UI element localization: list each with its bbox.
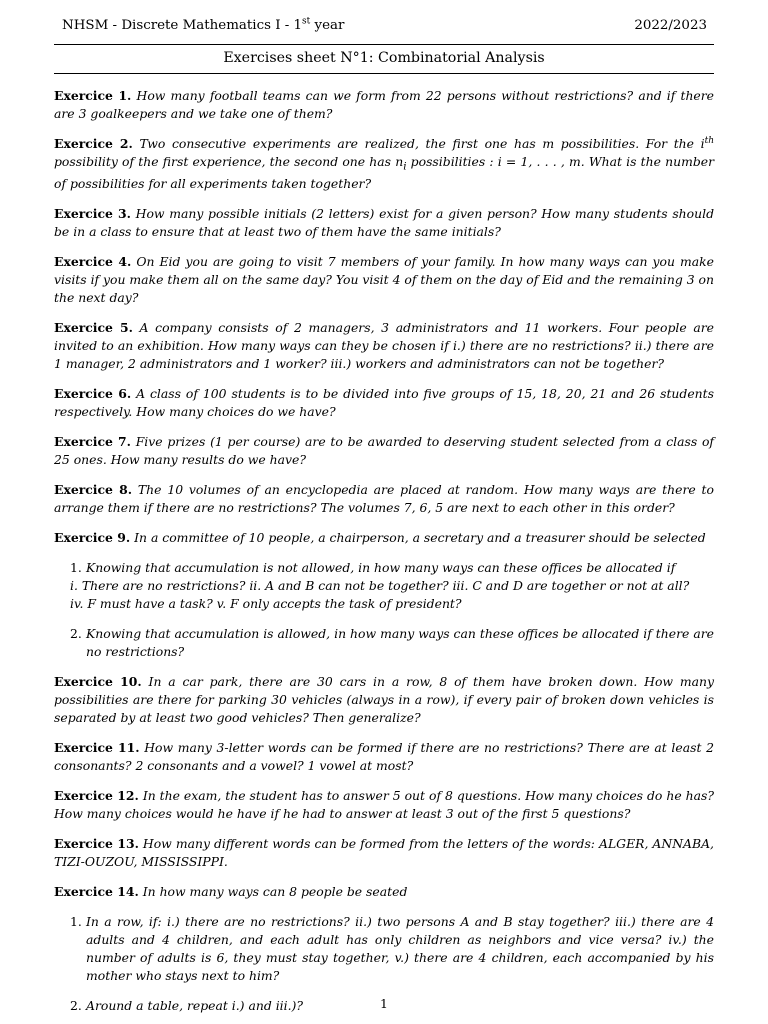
sheet-title: Exercises sheet N°1: Combinatorial Analysis bbox=[223, 50, 545, 66]
exercise-13: Exercice 13. How many different words can be formed from the letters of the words: ALGER, ANNABA, TIZI-OUZOU, MISSISSIPPI. bbox=[54, 836, 714, 870]
exercise-2: Exercice 2. Two consecutive experiments are realized, the first one has m possibilities. For the $i^{th}$ possibility of the first experience, the second one has $n_i$ possibilities : i = 1, . . . , m. What is the number of possibilities for all experiments taken together? bbox=[54, 135, 715, 192]
exercise-9-item-2: 2. Knowing that accumulation is allowed, in how many ways can these offices be allocated if there are no restrictions? bbox=[70, 626, 714, 660]
exercise-1: Exercice 1. How many football teams can we form from 22 persons without restrictions? and if there are 3 goalkeepers and we take one of them? bbox=[54, 88, 715, 121]
header-rule bbox=[54, 44, 714, 45]
exercise-8: Exercice 8. The 10 volumes of an encyclopedia are placed at random. How many ways are there to arrange them if there are no restrictions? The volumes 7, 6, 5 are next to each other in this order? bbox=[54, 482, 714, 516]
academic-year: 2022/2023 bbox=[634, 18, 707, 33]
exercise-3: Exercice 3. How many possible initials (2 letters) exist for a given person? How many students should be in a class to ensure that at least two of them have the same initials? bbox=[54, 206, 715, 240]
exercise-9-item-1: 1. Knowing that accumulation is not allowed, in how many ways can these offices be allocated if i. There are no restrictions? ii. A and B can not be together? iii. C and D are together or not at all? iv. F must have a task? v. F only accepts the task of president? bbox=[70, 560, 690, 612]
exercise-14-item-1: 1. In a row, if: i.) there are no restrictions? ii.) two persons A and B stay together? iii.) there are 4 adults and 4 children, and each adult has only children as neighbors and vice versa? iv.) the number of adults is 6, they must stay together, v.) there are 4 children, each accompanied by his mother who stays next to him? bbox=[70, 914, 714, 984]
exercise-10: Exercice 10. In a car park, there are 30 cars in a row, 8 of them have broken down. How many possibilities are there for parking 30 vehicles (always in a row), if every pair of broken down vehicles is separated by at least two good vehicles? Then generalize? bbox=[54, 674, 714, 726]
exercise-11: Exercice 11. How many 3-letter words can be formed if there are no restrictions? There are at least 2 consonants? 2 consonants and a vowel? 1 vowel at most? bbox=[54, 740, 714, 774]
exercise-14: Exercice 14. In how many ways can 8 people be seated bbox=[54, 884, 408, 900]
exercise-9: Exercice 9. In a committee of 10 people, a chairperson, a secretary and a treasurer should be selected bbox=[54, 530, 706, 546]
page-header bbox=[54, 17, 714, 35]
title-rule bbox=[54, 73, 714, 74]
exercise-4: Exercice 4. On Eid you are going to visit 7 members of your family. In how many ways can you make visits if you make them all on the same day? You visit 4 of them on the day of Eid and the remaining 3 on the next day? bbox=[54, 254, 714, 306]
page-number: 1 bbox=[380, 996, 388, 1011]
exercise-6: Exercice 6. A class of 100 students is to be divided into five groups of 15, 18, 20, 21 and 26 students respectively. How many choices do we have? bbox=[54, 386, 714, 420]
exercise-14-item-2: 2. Around a table, repeat i.) and iii.)? bbox=[70, 998, 303, 1014]
exercise-5: Exercice 5. A company consists of 2 managers, 3 administrators and 11 workers. Four people are invited to an exhibition. How many ways can they be chosen if i.) there are no restrictions? ii.) there are 1 manager, 2 administrators and 1 worker? iii.) workers and administrators can not be together? bbox=[54, 320, 714, 372]
exercise-12: Exercice 12. In the exam, the student has to answer 5 out of 8 questions. How many choices do he has? How many choices would he have if he had to answer at least 3 out of the first 5 questions? bbox=[54, 788, 714, 822]
course-title: NHSM - Discrete Mathematics I - 1st year bbox=[62, 16, 345, 33]
exercise-7: Exercice 7. Five prizes (1 per course) are to be awarded to deserving student selected from a class of 25 ones. How many results do we have? bbox=[54, 434, 714, 468]
